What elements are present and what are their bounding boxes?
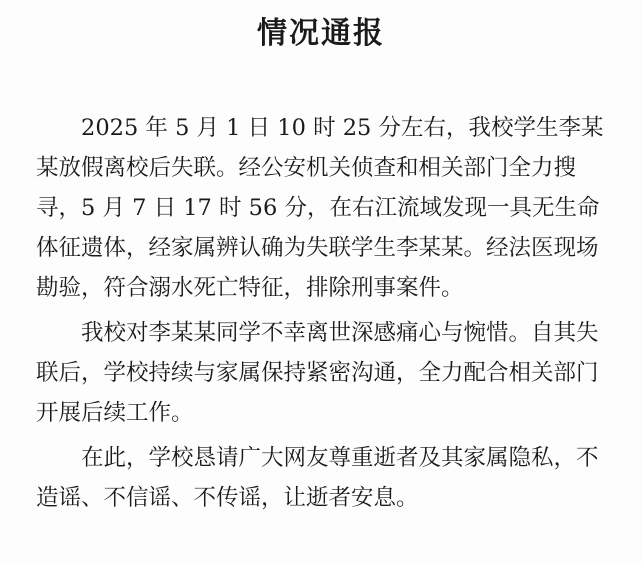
notice-paragraph-3: 在此，学校恳请广大网友尊重逝者及其家属隐私，不造谣、不信谣、不传谣，让逝者安息。 [36, 445, 599, 511]
notice-title: 情况通报 [257, 16, 385, 51]
notice-body [36, 108, 610, 523]
notice-paragraph-2: 我校对李某某同学不幸离世深感痛心与惋惜。自其失联后，学校持续与家属保持紧密沟通，全力配合相关部门开展后续工作。 [36, 320, 599, 426]
notice-paragraph-1: 2025 年 5 月 1 日 10 时 25 分左右，我校学生李某某放假离校后失联。经公安机关侦查和相关部门全力搜寻，5 月 7 日 17 时 56 分，在右江流域发现一具无生命体征遗体，经家属辨认确为失联学生李某某。经法医现场勘验，符合溺水死亡特征，排除刑事案件。 [36, 115, 604, 301]
